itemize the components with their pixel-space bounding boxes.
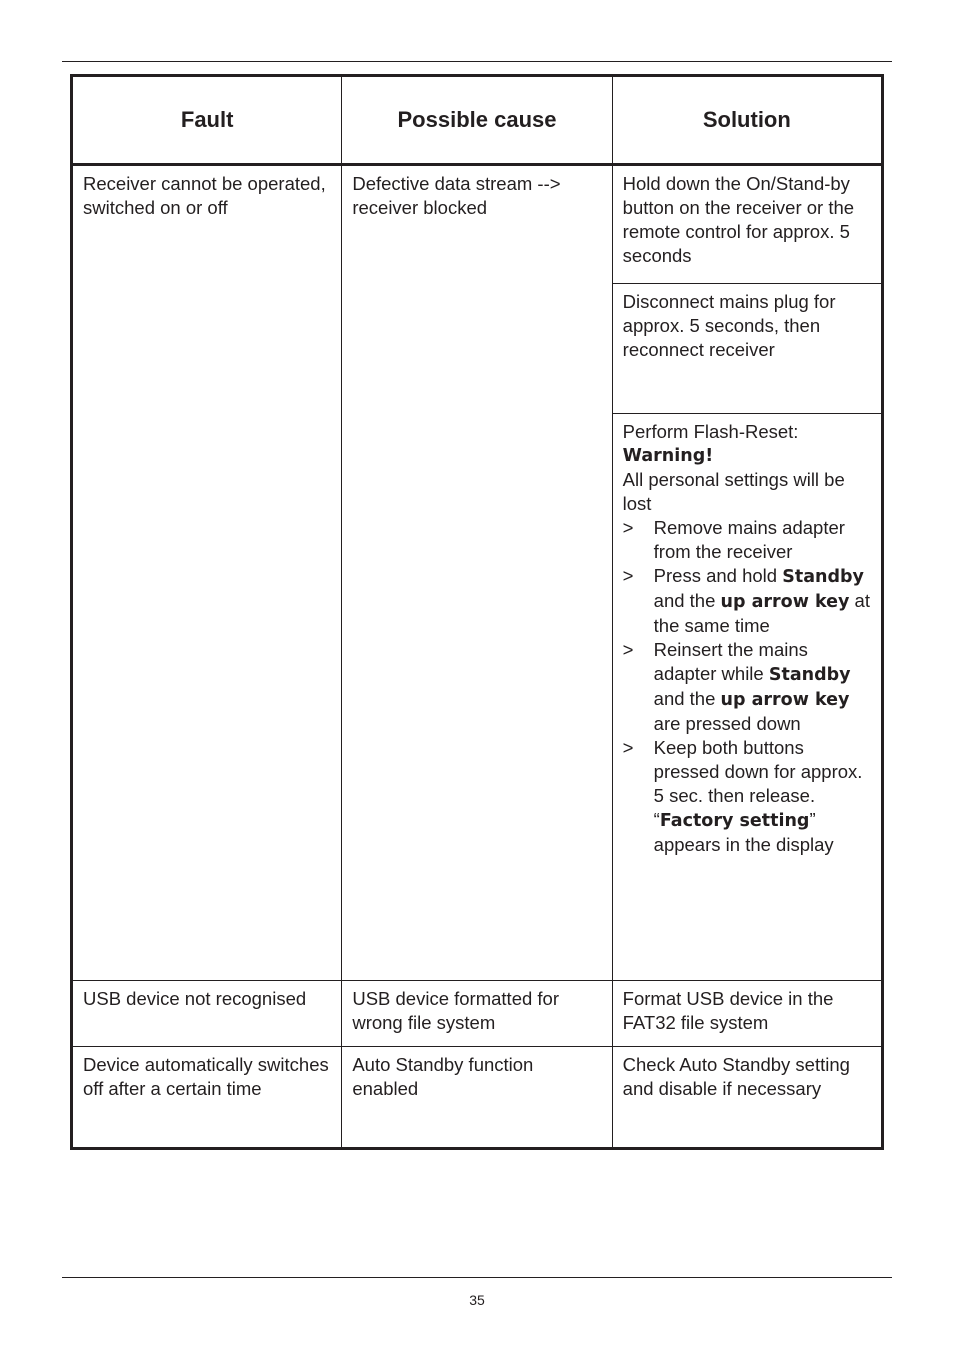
warning-text: All personal settings will be lost [622,469,845,514]
header-fault: Fault [72,76,342,165]
step-text-part: Press and hold [653,565,783,586]
fault-cell: USB device not recognised [72,981,342,1047]
step-item [623,516,871,564]
solution-cell: Format USB device in the FAT32 file system [612,981,882,1047]
step-marker: > [622,737,634,758]
solution-cell: Disconnect mains plug for approx. 5 seconds, then reconnect receiver [612,284,882,414]
bottom-rule [62,1277,892,1278]
step-text-part: and the [653,688,721,709]
table-row [72,165,883,284]
step-text-part: ” appears in the display [653,809,834,855]
standby-key-label: Standby [768,665,851,685]
step-marker: > [622,517,634,538]
top-rule [62,61,892,62]
step-text [654,564,871,638]
table-header-row [72,76,883,165]
table-row [72,1047,883,1149]
step-marker: > [622,565,634,586]
step-item [623,638,871,736]
step-text [654,736,871,857]
standby-key-label: Standby [782,567,864,587]
step-text-part: and the [653,590,721,611]
step-text: Remove mains adapter from the receiver [653,517,845,562]
up-arrow-key-label: up arrow key [720,592,850,612]
up-arrow-key-label: up arrow key [720,690,850,710]
step-text-part: Keep both buttons pressed down for approx. 5 sec. then release. “ [653,737,863,830]
fault-cell: Receiver cannot be operated, switched on or off [72,165,342,981]
table-row [72,981,883,1047]
step-item [623,736,871,857]
step-text [654,638,871,736]
cause-cell: USB device formatted for wrong file system [342,981,612,1047]
cause-cell: Defective data stream --> receiver blocked [342,165,612,981]
step-item [623,564,871,638]
solution-cell: Hold down the On/Stand-by button on the receiver or the remote control for approx. 5 seconds [612,165,882,284]
fault-cell: Device automatically switches off after a certain time [72,1047,342,1149]
solution-cell: Check Auto Standby setting and disable if necessary [612,1047,882,1149]
header-possible-cause: Possible cause [342,76,612,165]
page-number: 35 [469,1292,485,1308]
step-marker: > [622,639,634,660]
step-text-part: are pressed down [653,713,801,734]
flash-reset-title: Perform Flash-Reset: [622,421,799,442]
factory-setting-label: Factory setting [659,811,810,831]
cause-cell: Auto Standby function enabled [342,1047,612,1149]
warning-label: Warning! [622,446,714,466]
header-solution: Solution [612,76,882,165]
step-text-part: at the same time [653,590,870,636]
step-text-part: Reinsert the mains adapter while [653,639,808,684]
flash-reset-solution-cell [612,414,882,981]
troubleshooting-table [70,74,884,1150]
